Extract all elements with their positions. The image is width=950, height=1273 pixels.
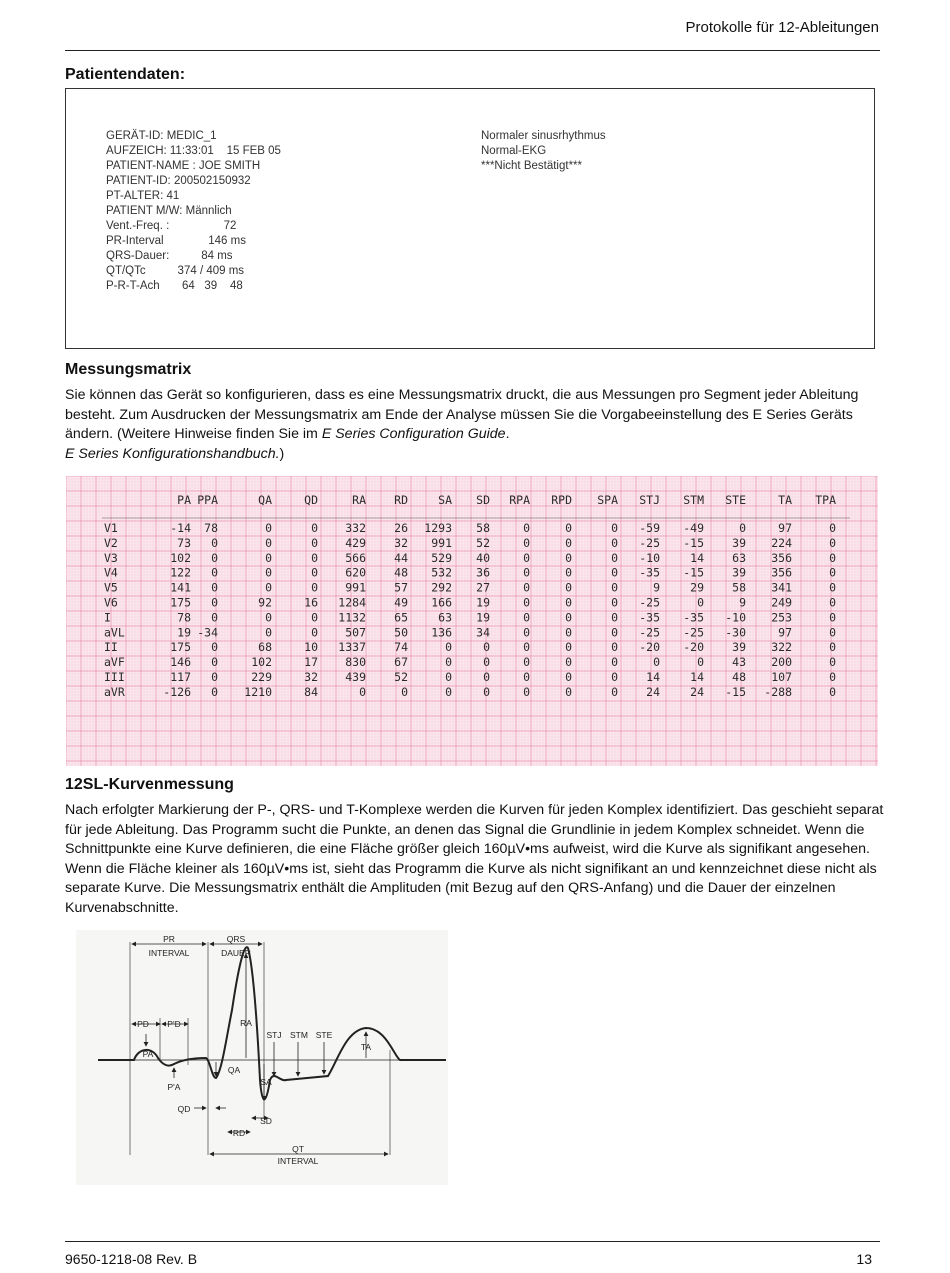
matrix-cell: 0 xyxy=(611,565,618,580)
matrix-cell: 356 xyxy=(771,565,792,580)
matrix-cell: 39 xyxy=(732,565,746,580)
label-pr: PR xyxy=(163,934,175,944)
matrix-cell: 0 xyxy=(483,670,490,684)
matrix-cell: 0 xyxy=(829,640,836,655)
patient-data-line: P-R-T-Ach 64 39 48 xyxy=(106,280,243,292)
label-ste: STE xyxy=(315,1030,333,1040)
matrix-cell: 65 xyxy=(394,610,408,625)
matrix-cell: 36 xyxy=(476,565,490,580)
matrix-cell: -25 xyxy=(639,625,660,640)
matrix-cell: 17 xyxy=(304,655,318,670)
waveform-diagram xyxy=(76,930,448,1185)
matrix-cell: 0 xyxy=(565,625,572,640)
matrix-cell: 0 xyxy=(211,655,218,670)
matrix-cell: 322 xyxy=(771,640,792,655)
matrix-cell: 356 xyxy=(771,550,792,565)
matrix-cell: 0 xyxy=(611,521,618,535)
matrix-cell: 0 xyxy=(211,640,218,655)
matrix-cell: 0 xyxy=(611,655,618,670)
config-guide-ref: E Series Configuration Guide xyxy=(321,426,506,442)
curve-para-text: Nach erfolgter Markierung der P-, QRS- und T-Komplexe werden die Kurven für jeden Komplex identifiziert. Das geschieht separat für jede Ableitung. Das Programm sucht die Punkte, an denen das Signal die Grundlinie in jedem Komplex schneidet. Wenn die Schnittpunkte eine Kurve definieren, die eine Fläche größer gleich 160µV•ms aufweist, wird die Kurve als signifikant angesehen. Wenn die Fläche kleiner als 160µV•ms ist, sieht das Programm die Kurve als nicht signifikant an und kennzeichnet diese nicht als separate Kurve. Die Messungsmatrix enthält die Amplituden (mit Bezug auf den QRS-Anfang) und die Dauer der einzelnen Kurvenabschnitte. xyxy=(65,802,884,916)
matrix-cell: 29 xyxy=(690,580,704,595)
matrix-cell: 43 xyxy=(732,655,746,670)
matrix-cell: 0 xyxy=(565,655,572,670)
matrix-cell: 0 xyxy=(523,684,530,699)
matrix-lead-label: V2 xyxy=(104,535,118,550)
matrix-cell: 1284 xyxy=(338,595,366,610)
label-dauer: DAUER xyxy=(221,948,251,958)
matrix-cell: 107 xyxy=(771,670,792,684)
matrix-column-header: PPA xyxy=(197,493,218,507)
ecg-waveform-line xyxy=(98,947,446,1099)
matrix-cell: 332 xyxy=(345,521,366,535)
matrix-cell: 0 xyxy=(565,521,572,535)
matrix-cell: 0 xyxy=(829,610,836,625)
matrix-cell: 0 xyxy=(523,670,530,684)
matrix-lead-label: aVR xyxy=(104,684,125,699)
interpretation-line: Normaler sinusrhythmus xyxy=(481,130,606,142)
matrix-cell: 0 xyxy=(829,625,836,640)
header-rule xyxy=(65,50,880,51)
config-handbook-ref: E Series Konfigurationshandbuch. xyxy=(65,445,280,462)
matrix-lead-label: III xyxy=(104,670,125,684)
matrix-column-header: STJ xyxy=(639,493,660,507)
matrix-cell: 249 xyxy=(771,595,792,610)
label-pa: PA xyxy=(142,1049,154,1059)
matrix-cell: 0 xyxy=(829,580,836,595)
matrix-cell: 48 xyxy=(732,670,746,684)
matrix-cell: 0 xyxy=(311,610,318,625)
matrix-cell: 0 xyxy=(211,670,218,684)
matrix-cell: 14 xyxy=(690,670,704,684)
matrix-cell: 0 xyxy=(311,535,318,550)
matrix-cell: 0 xyxy=(523,535,530,550)
matrix-cell: 341 xyxy=(771,580,792,595)
matrix-lead-label: V1 xyxy=(104,521,118,535)
label-ppd: P'D xyxy=(167,1019,181,1029)
matrix-cell: -59 xyxy=(639,521,660,535)
matrix-cell: 122 xyxy=(170,565,191,580)
matrix-cell: 0 xyxy=(211,535,218,550)
matrix-cell: 63 xyxy=(438,610,452,625)
matrix-cell: 102 xyxy=(251,655,272,670)
matrix-cell: 0 xyxy=(565,535,572,550)
label-pr-interval: INTERVAL xyxy=(148,948,190,958)
label-qd: QD xyxy=(177,1104,191,1114)
matrix-cell: 0 xyxy=(483,640,490,655)
matrix-cell: 39 xyxy=(732,640,746,655)
matrix-lead-label: aVF xyxy=(104,655,125,670)
matrix-cell: 0 xyxy=(211,580,218,595)
matrix-cell: 0 xyxy=(483,655,490,670)
matrix-cell: 0 xyxy=(265,535,272,550)
patient-data-line: PATIENT-ID: 200502150932 xyxy=(106,175,251,187)
matrix-cell: 166 xyxy=(431,595,452,610)
matrix-cell: 532 xyxy=(431,565,452,580)
matrix-column-header: RA xyxy=(352,493,366,507)
matrix-cell: 52 xyxy=(476,535,490,550)
matrix-cell: 0 xyxy=(211,684,218,699)
label-ppa: P'A xyxy=(167,1082,181,1092)
matrix-column-header: PA xyxy=(177,493,191,507)
matrix-cell: 19 xyxy=(177,625,191,640)
matrix-column-header: STM xyxy=(683,493,704,507)
matrix-cell: 0 xyxy=(611,640,618,655)
matrix-cell: -25 xyxy=(639,535,660,550)
matrix-cell: -35 xyxy=(639,610,660,625)
matrix-cell: 0 xyxy=(829,565,836,580)
patient-data-line: QT/QTc 374 / 409 ms xyxy=(106,265,245,277)
matrix-lead-label: V5 xyxy=(104,580,118,595)
document-id: 9650-1218-08 Rev. B xyxy=(65,1251,198,1267)
matrix-cell: 26 xyxy=(394,521,408,535)
patient-data-line: PT-ALTER: 41 xyxy=(106,190,180,202)
matrix-column-header: SD xyxy=(476,493,490,507)
matrix-column-header: RD xyxy=(394,493,408,507)
matrix-cell: 24 xyxy=(690,684,704,699)
matrix-cell: 14 xyxy=(646,670,660,684)
matrix-cell: 0 xyxy=(565,565,572,580)
matrix-cell: 78 xyxy=(204,521,218,535)
matrix-cell: 84 xyxy=(304,684,318,699)
matrix-cell: 97 xyxy=(778,521,792,535)
matrix-cell: 991 xyxy=(431,535,452,550)
matrix-cell: 0 xyxy=(829,655,836,670)
matrix-cell: 48 xyxy=(394,565,408,580)
matrix-cell: 0 xyxy=(565,610,572,625)
matrix-cell: 0 xyxy=(611,610,618,625)
curve-paragraph xyxy=(65,801,885,918)
matrix-cell: 0 xyxy=(611,550,618,565)
matrix-cell: 0 xyxy=(523,550,530,565)
matrix-lead-label: I xyxy=(104,610,111,625)
matrix-cell: 0 xyxy=(829,550,836,565)
label-qrs: QRS xyxy=(226,934,246,944)
matrix-cell: 0 xyxy=(311,625,318,640)
matrix-cell: 0 xyxy=(523,580,530,595)
matrix-cell: 0 xyxy=(445,670,452,684)
matrix-cell: 991 xyxy=(345,580,366,595)
matrix-cell: 253 xyxy=(771,610,792,625)
matrix-cell: 0 xyxy=(311,550,318,565)
matrix-cell: 0 xyxy=(829,535,836,550)
matrix-cell: 0 xyxy=(565,580,572,595)
matrix-cell: 0 xyxy=(565,640,572,655)
matrix-cell: 0 xyxy=(211,610,218,625)
label-stm: STM xyxy=(290,1030,308,1040)
matrix-cell: -10 xyxy=(639,550,660,565)
label-qa: QA xyxy=(227,1065,241,1075)
matrix-cell: 0 xyxy=(401,684,408,699)
matrix-para-end: ) xyxy=(279,445,285,462)
label-sd: SD xyxy=(260,1116,272,1126)
matrix-cell: 0 xyxy=(445,655,452,670)
patient-data-line: AUFZEICH: 11:33:01 15 FEB 05 xyxy=(106,145,281,157)
matrix-cell: 58 xyxy=(476,521,490,535)
matrix-cell: 117 xyxy=(170,670,191,684)
matrix-cell: 0 xyxy=(829,595,836,610)
page-number: 13 xyxy=(856,1251,872,1267)
matrix-cell: 78 xyxy=(177,610,191,625)
matrix-para-dot: . xyxy=(505,426,510,442)
matrix-cell: 229 xyxy=(251,670,272,684)
matrix-cell: 50 xyxy=(394,625,408,640)
patient-data-line: Vent.-Freq. : 72 xyxy=(106,220,237,232)
matrix-cell: 292 xyxy=(431,580,452,595)
matrix-cell: 146 xyxy=(170,655,191,670)
matrix-paragraph xyxy=(65,386,885,464)
matrix-cell: -126 xyxy=(163,684,191,699)
matrix-cell: 49 xyxy=(394,595,408,610)
matrix-cell: -20 xyxy=(683,640,704,655)
matrix-cell: 439 xyxy=(345,670,366,684)
matrix-cell: 34 xyxy=(476,625,490,640)
matrix-cell: 0 xyxy=(565,684,572,699)
matrix-cell: 0 xyxy=(523,655,530,670)
matrix-cell: 0 xyxy=(523,595,530,610)
matrix-heading: Messungsmatrix xyxy=(65,361,192,378)
matrix-cell: 92 xyxy=(258,595,272,610)
label-stj: STJ xyxy=(266,1030,282,1040)
matrix-lead-label: V4 xyxy=(104,565,118,580)
matrix-cell: 429 xyxy=(345,535,366,550)
matrix-cell: 0 xyxy=(445,640,452,655)
footer-rule xyxy=(65,1241,880,1242)
matrix-cell: 0 xyxy=(523,625,530,640)
matrix-lead-label: aVL xyxy=(104,625,125,640)
matrix-cell: 0 xyxy=(311,580,318,595)
matrix-cell: 141 xyxy=(170,580,191,595)
matrix-cell: 0 xyxy=(739,521,746,535)
interpretation-line: Normal-EKG xyxy=(481,145,547,157)
matrix-cell: 102 xyxy=(170,550,191,565)
matrix-cell: 0 xyxy=(265,625,272,640)
patient-data-heading: Patientendaten: xyxy=(65,66,186,83)
matrix-cell: 0 xyxy=(523,565,530,580)
matrix-cell: -288 xyxy=(764,684,792,699)
matrix-cell: 175 xyxy=(170,595,191,610)
matrix-cell: 40 xyxy=(476,550,490,565)
matrix-cell: 224 xyxy=(771,535,792,550)
patient-data-line: QRS-Dauer: 84 ms xyxy=(106,250,233,262)
matrix-cell: 0 xyxy=(565,595,572,610)
matrix-cell: -20 xyxy=(639,640,660,655)
patient-data-line: PATIENT-NAME : JOE SMITH xyxy=(106,160,261,172)
matrix-cell: 14 xyxy=(690,550,704,565)
matrix-column-header: TA xyxy=(778,493,792,507)
matrix-cell: 0 xyxy=(445,684,452,699)
running-header: Protokolle für 12-Ableitungen xyxy=(685,19,879,36)
matrix-cell: -15 xyxy=(683,565,704,580)
measurement-matrix-printout xyxy=(66,476,878,766)
interpretation-line: ***Nicht Bestätigt*** xyxy=(481,160,582,172)
matrix-cell: -30 xyxy=(725,625,746,640)
matrix-cell: 620 xyxy=(345,565,366,580)
matrix-cell: 0 xyxy=(565,670,572,684)
matrix-cell: 19 xyxy=(476,610,490,625)
matrix-cell: 10 xyxy=(304,640,318,655)
matrix-cell: 24 xyxy=(646,684,660,699)
matrix-column-header: STE xyxy=(725,493,746,507)
matrix-cell: -34 xyxy=(197,625,218,640)
matrix-cell: 566 xyxy=(345,550,366,565)
matrix-cell: 9 xyxy=(653,580,660,595)
matrix-cell: 52 xyxy=(394,670,408,684)
matrix-cell: 58 xyxy=(732,580,746,595)
matrix-lead-label: V3 xyxy=(104,550,118,565)
matrix-column-header: RPD xyxy=(551,493,572,507)
matrix-cell: 73 xyxy=(177,535,191,550)
matrix-cell: -49 xyxy=(683,521,704,535)
matrix-cell: 0 xyxy=(359,684,366,699)
matrix-cell: 57 xyxy=(394,580,408,595)
matrix-column-header: SPA xyxy=(597,493,618,507)
matrix-cell: 16 xyxy=(304,595,318,610)
matrix-cell: 200 xyxy=(771,655,792,670)
matrix-cell: 0 xyxy=(523,521,530,535)
matrix-cell: 97 xyxy=(778,625,792,640)
matrix-cell: 507 xyxy=(345,625,366,640)
matrix-cell: -35 xyxy=(683,610,704,625)
matrix-cell: 0 xyxy=(611,684,618,699)
matrix-cell: 529 xyxy=(431,550,452,565)
matrix-cell: -15 xyxy=(683,535,704,550)
matrix-cell: 39 xyxy=(732,535,746,550)
matrix-cell: 1132 xyxy=(338,610,366,625)
matrix-cell: 0 xyxy=(829,521,836,535)
matrix-cell: 0 xyxy=(265,565,272,580)
matrix-cell: 0 xyxy=(611,535,618,550)
matrix-cell: 0 xyxy=(611,580,618,595)
matrix-cell: 0 xyxy=(483,684,490,699)
matrix-lead-label: II xyxy=(104,640,118,655)
matrix-cell: 0 xyxy=(265,610,272,625)
matrix-column-header: QA xyxy=(258,493,272,507)
matrix-cell: 1337 xyxy=(338,640,366,655)
matrix-cell: 0 xyxy=(829,684,836,699)
matrix-cell: 9 xyxy=(739,595,746,610)
matrix-cell: -15 xyxy=(725,684,746,699)
matrix-para-text: Sie können das Gerät so konfigurieren, dass es eine Messungsmatrix druckt, die aus Messungen pro Segment jeder Ableitung besteht. Zum Ausdrucken der Messungsmatrix am Ende der Analyse müssen Sie die Vorgabeeinstellung des E Series Geräts ändern. (Weitere Hinweise finden Sie im xyxy=(65,387,859,442)
matrix-column-header: QD xyxy=(304,493,318,507)
matrix-cell: -25 xyxy=(683,625,704,640)
curve-heading: 12SL-Kurvenmessung xyxy=(65,776,234,793)
label-qt: QT xyxy=(292,1144,304,1154)
matrix-cell: 0 xyxy=(211,595,218,610)
matrix-cell: 0 xyxy=(697,655,704,670)
matrix-cell: 74 xyxy=(394,640,408,655)
matrix-cell: 0 xyxy=(211,565,218,580)
matrix-column-header: SA xyxy=(438,493,452,507)
label-sa: SA xyxy=(260,1077,272,1087)
matrix-cell: -35 xyxy=(639,565,660,580)
matrix-cell: 0 xyxy=(653,655,660,670)
matrix-cell: 0 xyxy=(523,610,530,625)
label-pd: PD xyxy=(137,1019,149,1029)
label-ta: TA xyxy=(360,1042,372,1052)
matrix-cell: 0 xyxy=(265,580,272,595)
matrix-cell: -25 xyxy=(639,595,660,610)
matrix-cell: 0 xyxy=(211,550,218,565)
matrix-cell: 32 xyxy=(304,670,318,684)
matrix-cell: 68 xyxy=(258,640,272,655)
matrix-cell: 0 xyxy=(565,550,572,565)
patient-data-box xyxy=(65,88,875,349)
matrix-cell: 0 xyxy=(611,595,618,610)
matrix-cell: 0 xyxy=(311,565,318,580)
patient-data-line: PR-Interval 146 ms xyxy=(106,235,246,247)
matrix-lead-label: V6 xyxy=(104,595,118,610)
matrix-cell: 0 xyxy=(311,521,318,535)
matrix-column-header: RPA xyxy=(509,493,530,507)
label-ra: RA xyxy=(240,1018,252,1028)
matrix-cell: 1293 xyxy=(424,521,452,535)
matrix-cell: 175 xyxy=(170,640,191,655)
matrix-cell: 32 xyxy=(394,535,408,550)
matrix-cell: 0 xyxy=(829,670,836,684)
matrix-cell: 0 xyxy=(523,640,530,655)
patient-data-line: GERÄT-ID: MEDIC_1 xyxy=(106,130,217,142)
matrix-cell: 0 xyxy=(611,625,618,640)
matrix-column-header: TPA xyxy=(815,493,836,507)
label-rd: RD xyxy=(232,1128,246,1138)
matrix-cell: 830 xyxy=(345,655,366,670)
matrix-cell: 27 xyxy=(476,580,490,595)
patient-data-line: PATIENT M/W: Männlich xyxy=(106,205,232,217)
matrix-cell: -14 xyxy=(170,521,191,535)
label-qt-interval: INTERVAL xyxy=(277,1156,319,1166)
matrix-cell: 136 xyxy=(431,625,452,640)
matrix-cell: 0 xyxy=(697,595,704,610)
matrix-cell: -10 xyxy=(725,610,746,625)
matrix-cell: 63 xyxy=(732,550,746,565)
matrix-cell: 0 xyxy=(265,550,272,565)
matrix-cell: 44 xyxy=(394,550,408,565)
matrix-cell: 67 xyxy=(394,655,408,670)
matrix-cell: 19 xyxy=(476,595,490,610)
matrix-cell: 0 xyxy=(265,521,272,535)
matrix-cell: 1210 xyxy=(244,684,272,699)
matrix-cell: 0 xyxy=(611,670,618,684)
